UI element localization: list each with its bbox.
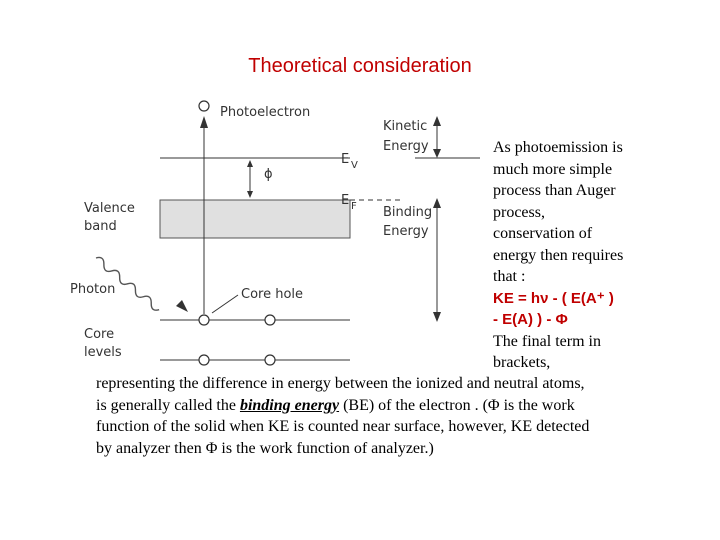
text-line: brackets, <box>493 354 551 371</box>
text-line: function of the solid when KE is counted near surface, however, KE detected <box>96 418 590 435</box>
label-levels: levels <box>84 345 122 360</box>
binding-energy-arrowhead-bottom <box>433 312 441 322</box>
electron-path-arrowhead <box>200 116 208 128</box>
binding-energy-arrowhead-top <box>433 198 441 208</box>
core-electron-circle-3 <box>265 355 275 365</box>
page-title: Theoretical consideration <box>248 55 472 77</box>
label-kinetic-energy: Energy <box>383 139 429 154</box>
text-line: by analyzer then Φ is the work function of analyzer.) <box>96 439 434 457</box>
kinetic-energy-arrowhead-top <box>433 116 441 126</box>
text-line: energy then requires <box>493 246 624 264</box>
label-band: band <box>84 219 117 234</box>
core-electron-circle-2 <box>265 315 275 325</box>
text-line: The final term in <box>493 332 601 350</box>
text-line: that : <box>493 268 526 285</box>
work-function-arrowhead-bottom <box>247 191 253 198</box>
kinetic-energy-arrowhead-bottom <box>433 149 441 158</box>
text-line: process, <box>493 203 545 221</box>
text-segment: is generally called the <box>96 396 240 414</box>
equation-line-2: - E(A) ) - Φ <box>493 311 568 328</box>
valence-band <box>160 200 350 238</box>
text-line: conservation of <box>493 225 593 242</box>
text-line: much more simple <box>493 160 613 178</box>
label-core: Core <box>84 327 115 342</box>
text-line <box>96 395 696 417</box>
binding-energy-term: binding energy <box>239 396 340 414</box>
label-ef: E <box>341 193 350 208</box>
text-line: representing the difference in energy between the ionized and neutral atoms, <box>96 375 585 392</box>
label-binding-energy: Energy <box>383 224 429 239</box>
label-binding: Binding <box>383 205 433 220</box>
label-ev-sub: V <box>351 160 358 171</box>
label-phi: ϕ <box>264 167 273 182</box>
explanation-full-width <box>96 373 696 459</box>
core-hole-pointer <box>212 295 238 313</box>
label-photon: Photon <box>70 282 116 297</box>
work-function-arrowhead-top <box>247 160 253 167</box>
photoelectron-circle <box>199 101 209 111</box>
label-ef-sub: F <box>351 201 357 212</box>
core-electron-circle-1 <box>199 355 209 365</box>
photon-arrowhead <box>176 300 188 312</box>
label-core-hole: Core hole <box>241 287 304 302</box>
label-photoelectron: Photoelectron <box>220 105 311 120</box>
explanation-right-column <box>493 137 718 374</box>
label-valence: Valence <box>84 201 135 216</box>
text-segment: (BE) of the electron . (Φ is the work <box>339 396 575 414</box>
text-line: As photoemission is <box>493 139 623 156</box>
core-hole-circle <box>199 315 209 325</box>
text-line: process than Auger <box>493 182 616 199</box>
label-kinetic: Kinetic <box>383 119 428 134</box>
label-ev: E <box>341 152 350 167</box>
equation-line-1: KE = hν - ( E(A⁺ ) <box>493 289 614 307</box>
